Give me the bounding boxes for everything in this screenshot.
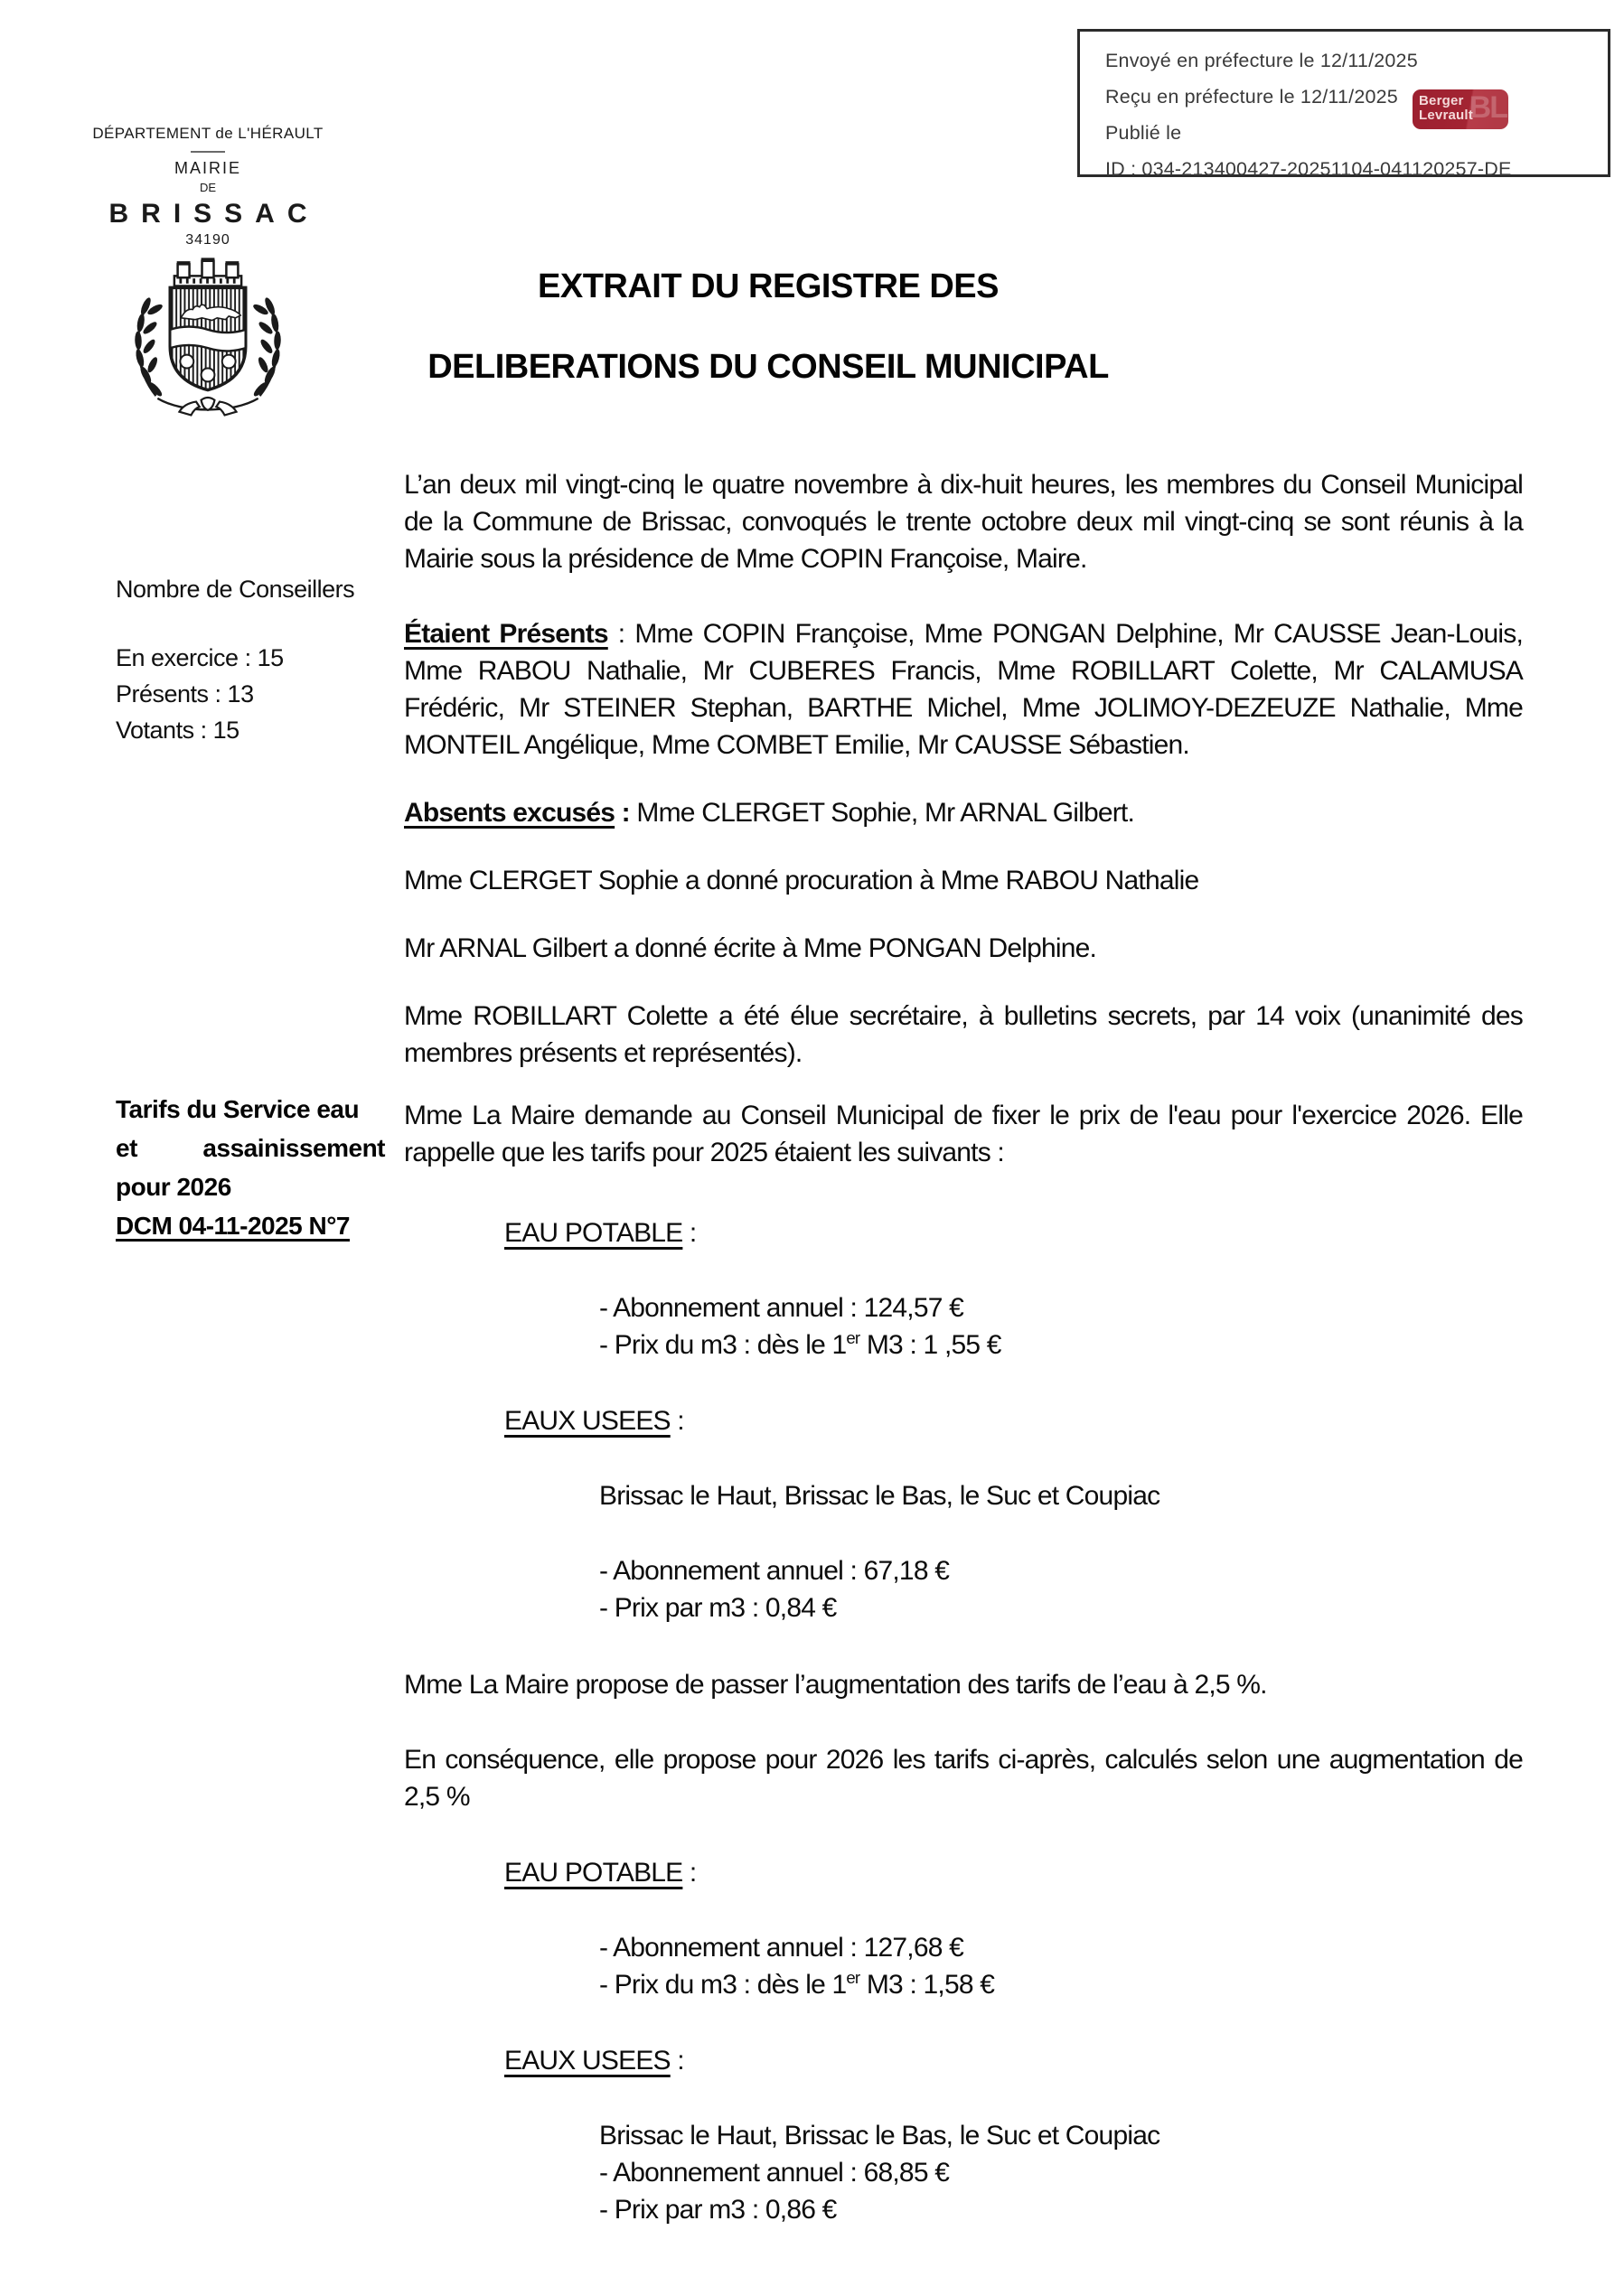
tariff-2025-eau-potable-heading [404,1214,1523,1251]
tariff-2026-eaux-usees-zones: Brissac le Haut, Brissac le Bas, le Suc et Coupiac [599,2121,1160,2151]
tariff-2026-eaux-usees-prix: - Prix par m3 : 0,86 € [599,2195,837,2225]
tariff-2025-eaux-usees-abonnement: - Abonnement annuel : 67,18 € [599,1556,950,1586]
presents-label: Étaient Présents [404,619,608,649]
berger-levrault-logo-text [1419,94,1473,123]
stamp-id-line: ID : 034-213400427-20251104-041120257-DE [1105,158,1512,180]
document-title-line2: DELIBERATIONS DU CONSEIL MUNICIPAL [427,348,1109,386]
subject-line3: pour 2026 [116,1173,231,1201]
councillors-heading: Nombre de Conseillers [116,576,355,603]
proxy1-paragraph: Mme CLERGET Sophie a donné procuration à Mme RABOU Nathalie [404,866,1199,895]
tariff-2026-eaux-usees-abonnement: - Abonnement annuel : 68,85 € [599,2158,950,2188]
absents-paragraph [404,794,1523,831]
stamp-sent-line: Envoyé en préfecture le 12/11/2025 [1105,50,1418,71]
heading-colon: : [682,1858,697,1888]
heading-text: EAU POTABLE [504,1858,683,1888]
heading-colon: : [682,1218,697,1248]
absents-label: Absents excusés [404,798,615,828]
heading-text: EAUX USEES [504,1406,671,1436]
prix-text: - Prix du m3 : dès le 1 [599,1330,847,1360]
postal-code: 34190 [185,232,230,248]
logo-word-berger: Berger [1419,93,1464,108]
absents-separator: : [615,798,637,828]
deliberation-intro-paragraph: Mme La Maire demande au Conseil Municipal de fixer le prix de l'eau pour l'exercice 2026. Elle rappelle que les tarifs pour 2025 étaient les suivants : [404,1101,1523,1167]
berger-levrault-logo [1413,89,1508,129]
logo-word-levrault: Levrault [1419,108,1473,123]
prix-text-suffix: M3 : 1,58 € [859,1970,995,2000]
prix-text-suffix: M3 : 1 ,55 € [859,1330,1001,1360]
document-body [404,466,1523,2228]
tariff-2025-eau-potable-abonnement: - Abonnement annuel : 124,57 € [599,1293,964,1323]
councillors-present: Présents : 13 [116,680,254,708]
presents-text: Mme COPIN Françoise, Mme PONGAN Delphine, Mr CAUSSE Jean-Louis, Mme RABOU Nathalie, Mr CUBERES Francis, Mme ROBILLART Colette, Mr CALAMUSA Frédéric, Mr STEINER Stephan, BARTHE Michel, Mme JOLIMOY-DEZEUZE Nathalie, Mme MONTEIL Angélique, Mme COMBET Emilie, Mr CAUSSE Sébastien. [404,619,1523,760]
secretary-paragraph: Mme ROBILLART Colette a été élue secrétaire, à bulletins secrets, par 14 voix (unanimité des membres présents et représentés). [404,1001,1523,1068]
prefecture-stamp-box [1077,29,1610,180]
presents-separator: : [607,619,635,649]
document-title-line1: EXTRAIT DU REGISTRE DES [538,267,999,305]
tariff-2026-eau-potable-prix [404,1966,1523,2003]
proposal1-paragraph: Mme La Maire propose de passer l’augmentation des tarifs de l’eau à 2,5 %. [404,1670,1267,1700]
department-name: DÉPARTEMENT de L'HÉRAULT [92,125,324,142]
document-title [226,267,1310,387]
ordinal-superscript: er [846,1968,860,1987]
subject-line2: et assainissement [116,1134,385,1162]
de-label: DE [199,181,217,194]
tariff-2025-eaux-usees-zones: Brissac le Haut, Brissac le Bas, le Suc et Coupiac [599,1481,1160,1511]
stamp-published-line: Publié le [1105,122,1182,144]
tariff-2025-eaux-usees-prix: - Prix par m3 : 0,84 € [599,1593,837,1623]
councillors-voting: Votants : 15 [116,717,239,744]
proposal2-paragraph: En conséquence, elle propose pour 2026 les tarifs ci-après, calculés selon une augmentation de 2,5 % [404,1745,1523,1812]
stamp-received-line: Reçu en préfecture le 12/11/2025 [1105,86,1398,108]
heading-colon: : [670,2046,684,2076]
berger-levrault-monogram: BL [1469,90,1507,125]
heading-colon: : [670,1406,684,1436]
heading-text: EAUX USEES [504,2046,671,2076]
tariff-2025-eau-potable-prix [404,1326,1523,1364]
tariff-2026-eau-potable-heading [404,1854,1523,1891]
proxy2-paragraph: Mr ARNAL Gilbert a donné écrite à Mme PONGAN Delphine. [404,933,1097,963]
session-intro-paragraph: L’an deux mil vingt-cinq le quatre novembre à dix-huit heures, les membres du Conseil Municipal de la Commune de Brissac, convoqués le trente octobre deux mil vingt-cinq se sont réunis à la Mairie sous la présidence de Mme COPIN Françoise, Maire. [404,470,1523,574]
subject-line1: Tarifs du Service eau [116,1095,360,1123]
councillors-in-office: En exercice : 15 [116,644,284,671]
absents-text: Mme CLERGET Sophie, Mr ARNAL Gilbert. [636,798,1134,828]
presents-paragraph [404,615,1523,764]
prix-text: - Prix du m3 : dès le 1 [599,1970,847,2000]
letterhead-divider [191,151,225,153]
ordinal-superscript: er [846,1328,860,1347]
mairie-label: MAIRIE [174,159,241,177]
commune-name: BRISSAC [108,199,320,229]
deliberation-reference: DCM 04-11-2025 N°7 [116,1212,350,1240]
tariff-2026-eau-potable-abonnement: - Abonnement annuel : 127,68 € [599,1933,964,1963]
tariff-2025-eaux-usees-heading [404,1402,1523,1439]
deliberation-subject-note [116,1090,385,1245]
heading-text: EAU POTABLE [504,1218,683,1248]
councillors-counts [116,571,396,748]
tariff-2026-eaux-usees-heading [404,2042,1523,2079]
